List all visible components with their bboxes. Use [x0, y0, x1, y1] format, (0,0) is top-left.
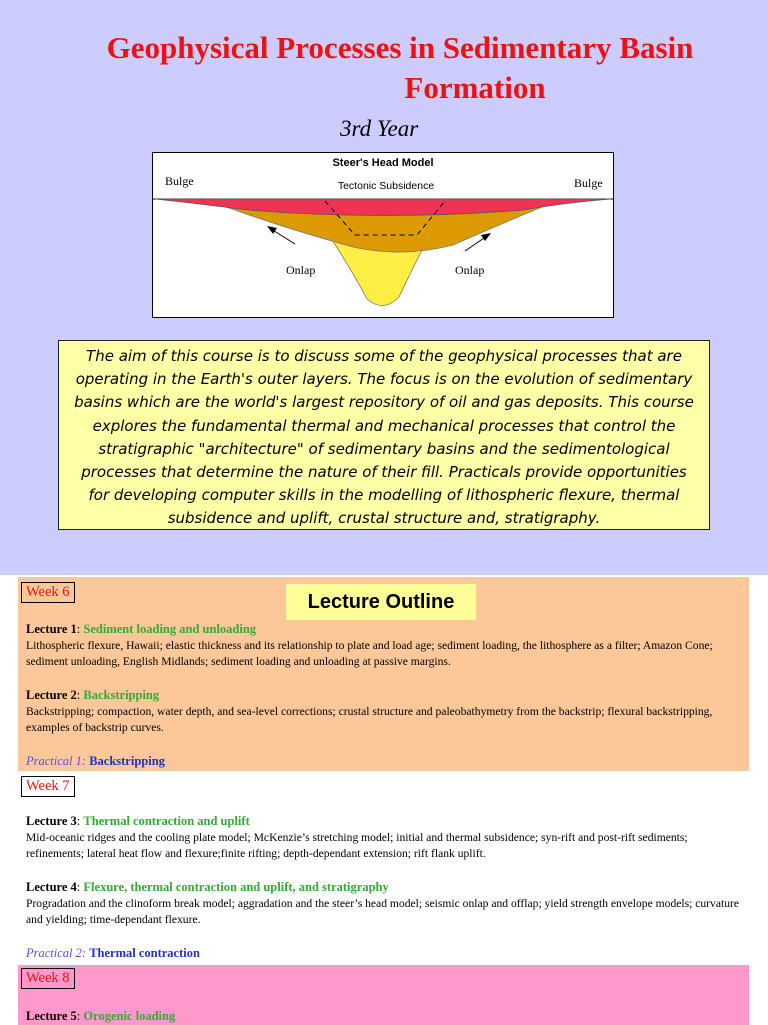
- practical-item: [26, 946, 200, 961]
- steers-head-diagram: [153, 153, 613, 317]
- lecture-item: Lecture 1: Sediment loading and unloading Lithospheric flexure, Hawaii; elastic thickness and its relationship to plate and load age; sediment loading, the lithosphere as a filter; Amazon Cone; sediment unloading, English Midlands; sediment loading and unloading at passive margins.: [26, 621, 742, 671]
- practical-item: [26, 754, 165, 769]
- page-title: [40, 28, 760, 108]
- lecture-topic: Flexure, thermal contraction and uplift, and stratigraphy: [83, 880, 389, 894]
- figure-title: Steer's Head Model: [332, 157, 434, 169]
- practical-topic: Thermal contraction: [89, 946, 200, 960]
- onlap-right-arrowhead: [481, 233, 491, 241]
- lecture-description: Mid-oceanic ridges and the cooling plate model; McKenzie’s stretching model; initial and thermal subsidence; syn-rift and post-rift sediments; refinements; lateral heat flow and flexure;finite rifting; depth-dependant extension; rift flank uplift.: [26, 830, 688, 860]
- lecture-label: Lecture 4: [26, 880, 77, 894]
- practical-topic: Backstripping: [89, 754, 165, 768]
- lecture-label: Lecture 5: [26, 1009, 77, 1023]
- lecture-item: Lecture 3: Thermal contraction and uplift Mid-oceanic ridges and the cooling plate model; McKenzie’s stretching model; initial and thermal subsidence; syn-rift and post-rift sediments; refinements; lateral heat flow and flexure;finite rifting; depth-dependant extension; rift flank uplift.: [26, 813, 742, 863]
- lecture-label: Lecture 1: [26, 622, 77, 636]
- lecture-item: Lecture 2: Backstripping Backstripping; compaction, water depth, and sea-level corrections; crustal structure and paleobathymetry from the backstrip; flexural backstripping, examples of backstrip curves.: [26, 687, 742, 737]
- week-8-section: [18, 965, 749, 1025]
- lecture-description: Progradation and the clinoform break model; aggradation and the steer’s head model; seismic onlap and offlap; yield strength envelope models; curvature and yielding; time-dependant flexure.: [26, 896, 740, 926]
- title-line-1: Geophysical Processes in Sedimentary Basin: [106, 30, 694, 65]
- lecture-topic: Backstripping: [83, 688, 160, 702]
- onlap-left-arrowhead: [267, 226, 277, 234]
- week-label: Week 6: [21, 582, 75, 603]
- week-7-section: [18, 773, 749, 963]
- lecture-item: Lecture 4: Flexure, thermal contraction and uplift, and stratigraphy Progradation and the clinoform break model; aggradation and the steer’s head model; seismic onlap and offlap; yield strength envelope models; curvature and yielding; time-dependant flexure.: [26, 879, 742, 929]
- lecture-topic: Thermal contraction and uplift: [83, 814, 250, 828]
- week-label: Week 7: [21, 776, 75, 797]
- lecture-description: Backstripping; compaction, water depth, and sea-level corrections; crustal structure and paleobathymetry from the backstrip; flexural backstripping, examples of backstrip curves.: [26, 704, 713, 734]
- bulge-left-label: Bulge: [165, 174, 194, 188]
- lecture-item: Lecture 5: Orogenic loading: [26, 1009, 176, 1023]
- course-year: 3rd Year: [340, 116, 419, 141]
- practical-label: Practical 2:: [26, 946, 87, 960]
- onlap-left-label: Onlap: [286, 263, 316, 277]
- lecture-topic: Sediment loading and unloading: [83, 622, 257, 636]
- lecture-label: Lecture 2: [26, 688, 77, 702]
- top-layer: [155, 199, 611, 216]
- week-6-section: [18, 577, 749, 771]
- tectonic-subsidence-label: Tectonic Subsidence: [337, 180, 435, 192]
- bulge-right-label: Bulge: [574, 176, 603, 190]
- title-line-2: Formation: [404, 70, 546, 105]
- onlap-right-label: Onlap: [455, 263, 485, 277]
- lecture-topic: Orogenic loading: [83, 1009, 176, 1023]
- lecture-label: Lecture 3: [26, 814, 77, 828]
- course-aim-box: The aim of this course is to discuss some of the geophysical processes that are operating in the Earth's outer layers. The focus is on the evolution of sedimentary basins which are the world's largest repository of oil and gas deposits. This course explores the fundamental thermal and mechanical processes that control the stratigraphic "architecture" of sedimentary basins and the sedimentological processes that determine the nature of their fill. Practicals provide opportunities for developing computer skills in the modelling of lithospheric flexure, thermal subsidence and uplift, crustal structure and, stratigraphy.: [58, 340, 710, 530]
- practical-label: Practical 1:: [26, 754, 87, 768]
- steers-head-figure: [152, 152, 614, 318]
- lecture-description: Lithospheric flexure, Hawaii; elastic thickness and its relationship to plate and load age; sediment loading, the lithosphere as a filter; Amazon Cone; sediment unloading, English Midlands; sediment loading and unloading at passive margins.: [26, 638, 713, 668]
- lecture-outline-heading: Lecture Outline: [286, 584, 476, 620]
- week-label: Week 8: [21, 968, 75, 989]
